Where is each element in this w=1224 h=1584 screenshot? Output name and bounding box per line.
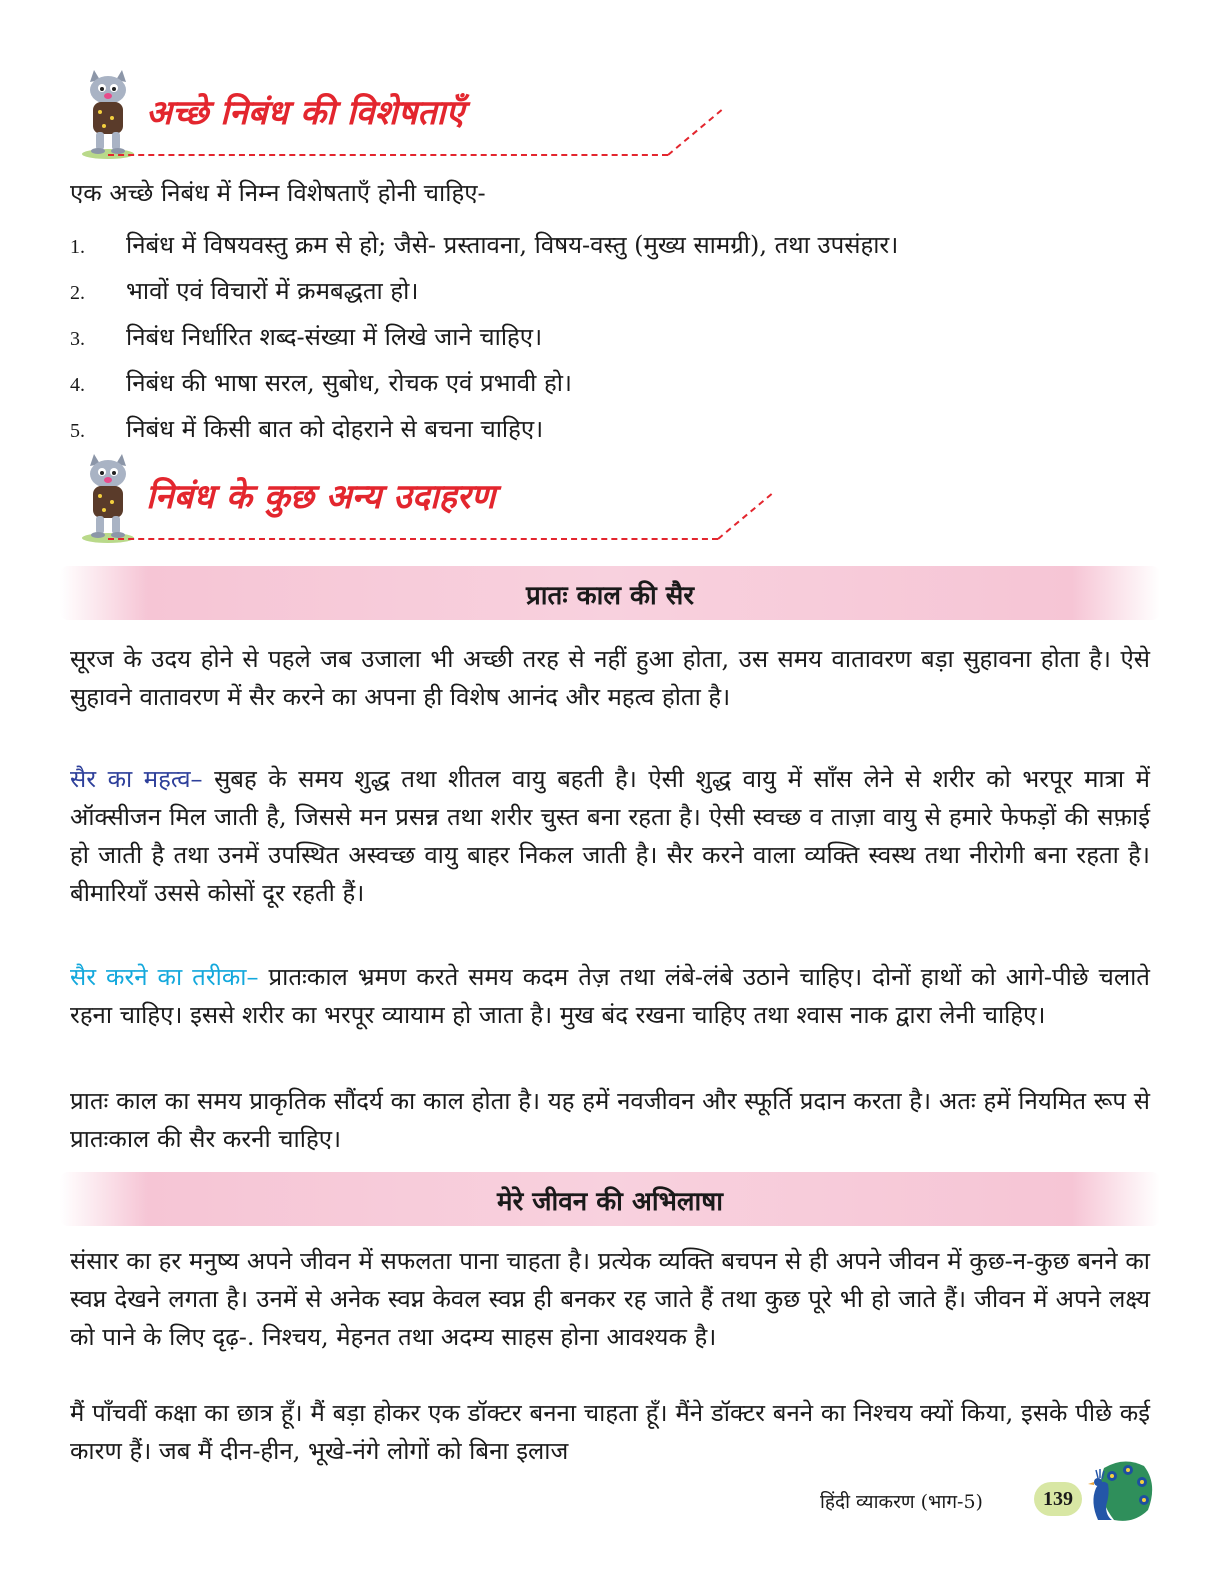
peacock-icon (1084, 1454, 1160, 1526)
list-item: 1. निबंध में विषयवस्तु क्रम से हो; जैसे- प्रस्तावना, विषय-वस्तु (मुख्य सामग्री), तथा उपसंहार। (70, 231, 899, 259)
essay-paragraph: सूरज के उदय होने से पहले जब उजाला भी अच्छी तरह से नहीं हुआ होता, उस समय वातावरण बड़ा सुहावना होता है। ऐसे सुहावने वातावरण में सैर करने का अपना ही विशेष आनंद और महत्व होता है। (70, 645, 1150, 711)
section-heading-examples (68, 452, 708, 544)
paragraph-text: प्रातःकाल भ्रमण करते समय कदम तेज़ तथा लंबे-लंबे उठाने चाहिए। दोनों हाथों को आगे-पीछे चलाते रहना चाहिए। इससे शरीर का भरपूर व्यायाम हो जाता है। मुख बंद रखना चाहिए तथा श्वास नाक द्वारा लेनी चाहिए। (70, 963, 1150, 1029)
essay-paragraph: संसार का हर मनुष्य अपने जीवन में सफलता पाना चाहता है। प्रत्येक व्यक्ति बचपन से ही अपने जीवन में कुछ-न-कुछ बनने का स्वप्न देखने लगता है। उनमें से अनेक स्वप्न केवल स्वप्न ही बनकर रह जाते हैं तथा कुछ पूरे भी हो जाते हैं। जीवन में अपने लक्ष्य को पाने के लिए दृढ़-. निश्चय, मेहनत तथा अदम्य साहस होना आवश्यक है। (70, 1247, 1150, 1351)
essay-title: मेरे जीवन की अभिलाषा (497, 1187, 723, 1217)
book-title: हिंदी व्याकरण (भाग-5) (820, 1491, 983, 1513)
list-item: 3. निबंध निर्धारित शब्द-संख्या में लिखे जाने चाहिए। (70, 323, 543, 351)
heading-divider (108, 154, 668, 156)
section-title-examples: निबंध के कुछ अन्य उदाहरण (146, 477, 496, 517)
subheading-label: सैर करने का तरीका– (70, 963, 259, 991)
essay-paragraph: प्रातः काल का समय प्राकृतिक सौंदर्य का काल होता है। यह हमें नवजीवन और स्फूर्ति प्रदान करता है। अतः हमें नियमित रूप से प्रातःकाल की सैर करनी चाहिए। (70, 1087, 1150, 1153)
section-title-features: अच्छे निबंध की विशेषताएँ (146, 93, 465, 133)
essay-paragraph (70, 760, 1150, 912)
cat-mascot-icon (76, 452, 140, 544)
list-item: 5. निबंध में किसी बात को दोहराने से बचना चाहिए। (70, 415, 544, 443)
heading-divider-slant (667, 109, 722, 156)
paragraph-text: सुबह के समय शुद्ध तथा शीतल वायु बहती है। ऐसी शुद्ध वायु में साँस लेने से शरीर को भरपूर मात्रा में ऑक्सीजन मिल जाती है, जिससे मन प्रसन्न तथा शरीर चुस्त बना रहता है। ऐसी स्वच्छ व ताज़ा वायु से हमारे फेफड़ों की सफ़ाई हो जाती है तथा उनमें उपस्थित अस्वच्छ वायु बाहर निकल जाती है। सैर करने वाला व्यक्ति स्वस्थ तथा नीरोगी बना रहता है। बीमारियाँ उससे कोसों दूर रहती हैं। (70, 765, 1150, 907)
essay-title: प्रातः काल की सैर (526, 581, 694, 611)
list-item: 2. भावों एवं विचारों में क्रमबद्धता हो। (70, 277, 419, 305)
list-item: 4. निबंध की भाषा सरल, सुबोध, रोचक एवं प्रभावी हो। (70, 369, 573, 397)
page-number: 139 (1034, 1482, 1082, 1516)
essay-paragraph: मैं पाँचवीं कक्षा का छात्र हूँ। मैं बड़ा होकर एक डॉक्टर बनना चाहता हूँ। मैंने डॉक्टर बनने का निश्चय क्यों किया, इसके पीछे कई कारण हैं। जब मैं दीन-हीन, भूखे-नंगे लोगों को बिना इलाज (70, 1399, 1150, 1465)
cat-mascot-icon (76, 68, 140, 160)
essay-title-banner (60, 1172, 1160, 1226)
heading-divider (108, 538, 718, 540)
intro-text: एक अच्छे निबंध में निम्न विशेषताएँ होनी चाहिए- (70, 179, 486, 207)
features-list (70, 222, 898, 452)
essay-paragraph (70, 958, 1150, 1034)
section-heading-features (68, 68, 708, 160)
heading-divider-slant (717, 493, 772, 540)
subheading-label: सैर का महत्व– (70, 765, 203, 793)
essay-title-banner (60, 566, 1160, 620)
